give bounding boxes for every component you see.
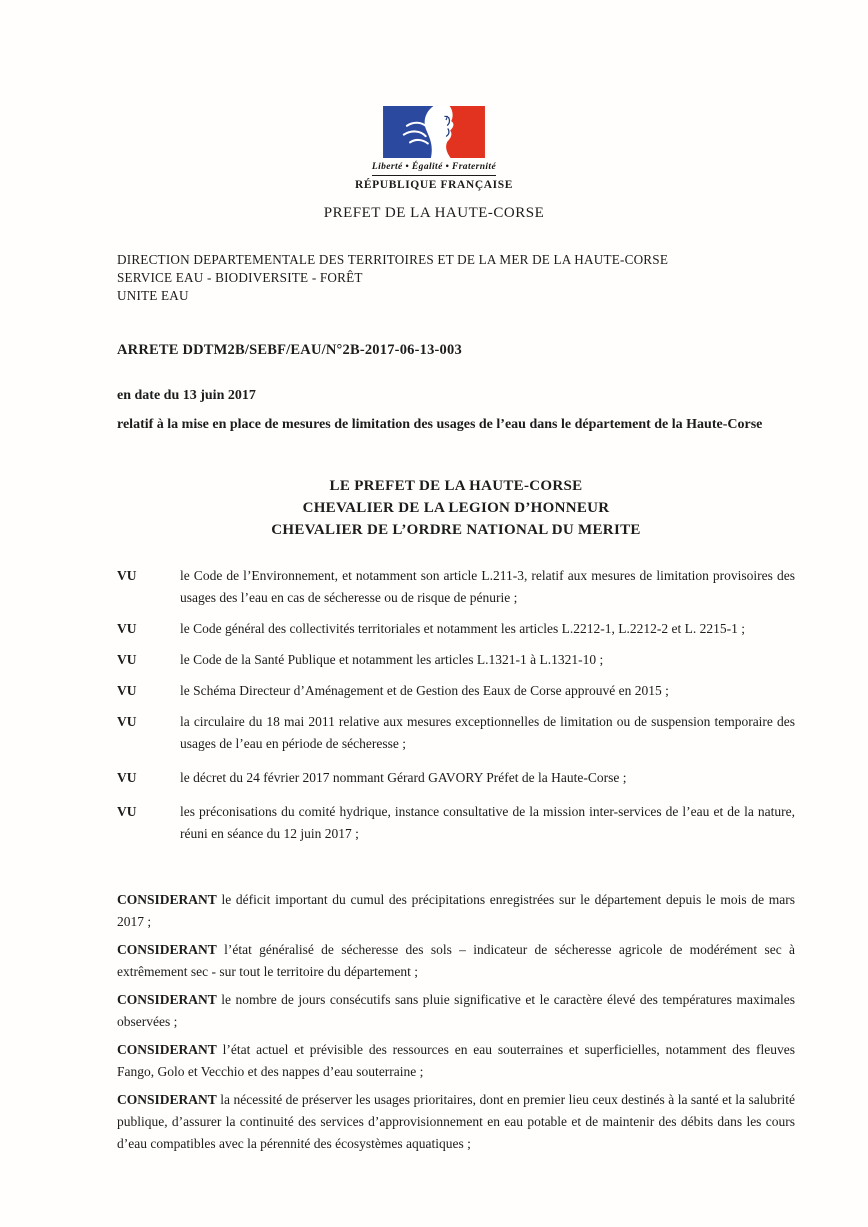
prefect-title-block — [117, 475, 795, 541]
vu-label: VU — [117, 683, 137, 698]
republique-francaise-logo — [0, 0, 868, 191]
vu-text: le Code de l’Environnement, et notamment son article L.211-3, relatif aux mesures de limitation provisoires des usages des l’eau en cas de sécheresse ou de risque de pénurie ; — [180, 568, 795, 605]
considerant-label: CONSIDERANT — [117, 1042, 217, 1057]
prefect-title-line: CHEVALIER DE LA LEGION D’HONNEUR — [302, 500, 610, 516]
vu-label: VU — [117, 804, 137, 819]
logo-motto: Liberté • Égalité • Fraternité — [372, 162, 496, 176]
vu-clause — [117, 565, 795, 609]
logo-republic-label: RÉPUBLIQUE FRANÇAISE — [354, 179, 513, 191]
unit-line: UNITE EAU — [117, 288, 189, 303]
considerant-clause — [117, 1089, 795, 1155]
service-line: SERVICE EAU - BIODIVERSITE - FORÊT — [117, 270, 363, 285]
vu-text: les préconisations du comité hydrique, instance consultative de la mission inter-services de l’eau et de la nature, réuni en séance du 12 juin 2017 ; — [180, 804, 795, 841]
considerant-text: l’état généralisé de sécheresse des sols – indicateur de sécheresse agricole de modérément sec à extrêmement sec - sur tout le territoire du département ; — [117, 942, 796, 979]
decree-reference: ARRETE DDTM2B/SEBF/EAU/N°2B-2017-06-13-003 — [117, 342, 462, 358]
vu-label: VU — [117, 714, 137, 729]
marianne-icon — [381, 106, 487, 158]
considerant-label: CONSIDERANT — [117, 942, 217, 957]
vu-clause — [117, 767, 795, 789]
prefecture-title: PREFET DE LA HAUTE-CORSE — [323, 205, 545, 221]
issuing-service-block — [117, 251, 795, 305]
considerant-text: le déficit important du cumul des précipitations enregistrées sur le département depuis le mois de mars 2017 ; — [117, 892, 795, 929]
vu-label: VU — [117, 652, 137, 667]
direction-line: DIRECTION DEPARTEMENTALE DES TERRITOIRES ET DE LA MER DE LA HAUTE-CORSE — [117, 252, 669, 267]
considerant-label: CONSIDERANT — [117, 992, 217, 1007]
vu-text: le Code général des collectivités territoriales et notamment les articles L.2212-1, L.2212-2 et L. 2215-1 ; — [180, 621, 745, 636]
decree-subject: relatif à la mise en place de mesures de limitation des usages de l’eau dans le département de la Haute-Corse — [117, 417, 763, 432]
considerant-clause — [117, 939, 795, 983]
considerant-text: la nécessité de préserver les usages prioritaires, dont en premier lieu ceux destinés à la santé et la salubrité publique, d’assurer la continuité des services d’approvisionnement en eau potable et de maintenir des débits dans les cours d’eau compatibles avec la pérennité des écosystèmes aquatiques ; — [117, 1092, 795, 1151]
considerant-text: le nombre de jours consécutifs sans pluie significative et le caractère élevé des températures maximales observées ; — [117, 992, 795, 1029]
vu-label: VU — [117, 621, 137, 636]
vu-label: VU — [117, 568, 137, 583]
vu-text: la circulaire du 18 mai 2011 relative aux mesures exceptionnelles de limitation ou de suspension temporaire des usages de l’eau en période de sécheresse ; — [180, 714, 795, 751]
considerant-label: CONSIDERANT — [117, 1092, 217, 1107]
considerant-text: l’état actuel et prévisible des ressources en eau souterraines et superficielles, notamment des fleuves Fango, Golo et Vecchio et des nappes d’eau souterraine ; — [117, 1042, 795, 1079]
vu-clause — [117, 801, 795, 845]
prefect-title-line: LE PREFET DE LA HAUTE-CORSE — [329, 478, 583, 494]
vu-clause — [117, 649, 795, 671]
vu-text: le Code de la Santé Publique et notamment les articles L.1321-1 à L.1321-10 ; — [180, 652, 604, 667]
considerant-clause — [117, 889, 795, 933]
prefect-title-line: CHEVALIER DE L’ORDRE NATIONAL DU MERITE — [271, 522, 641, 538]
vu-clause — [117, 680, 795, 702]
considerant-clause — [117, 1039, 795, 1083]
considerant-clause — [117, 989, 795, 1033]
vu-text: le décret du 24 février 2017 nommant Gérard GAVORY Préfet de la Haute-Corse ; — [180, 770, 627, 785]
vu-text: le Schéma Directeur d’Aménagement et de Gestion des Eaux de Corse approuvé en 2015 ; — [180, 683, 669, 698]
considerant-label: CONSIDERANT — [117, 892, 217, 907]
vu-clause — [117, 711, 795, 755]
vu-clause — [117, 618, 795, 640]
considerant-clause-list — [117, 889, 795, 1155]
decree-date: en date du 13 juin 2017 — [117, 388, 256, 403]
vu-clause-list — [117, 565, 795, 845]
vu-label: VU — [117, 770, 137, 785]
